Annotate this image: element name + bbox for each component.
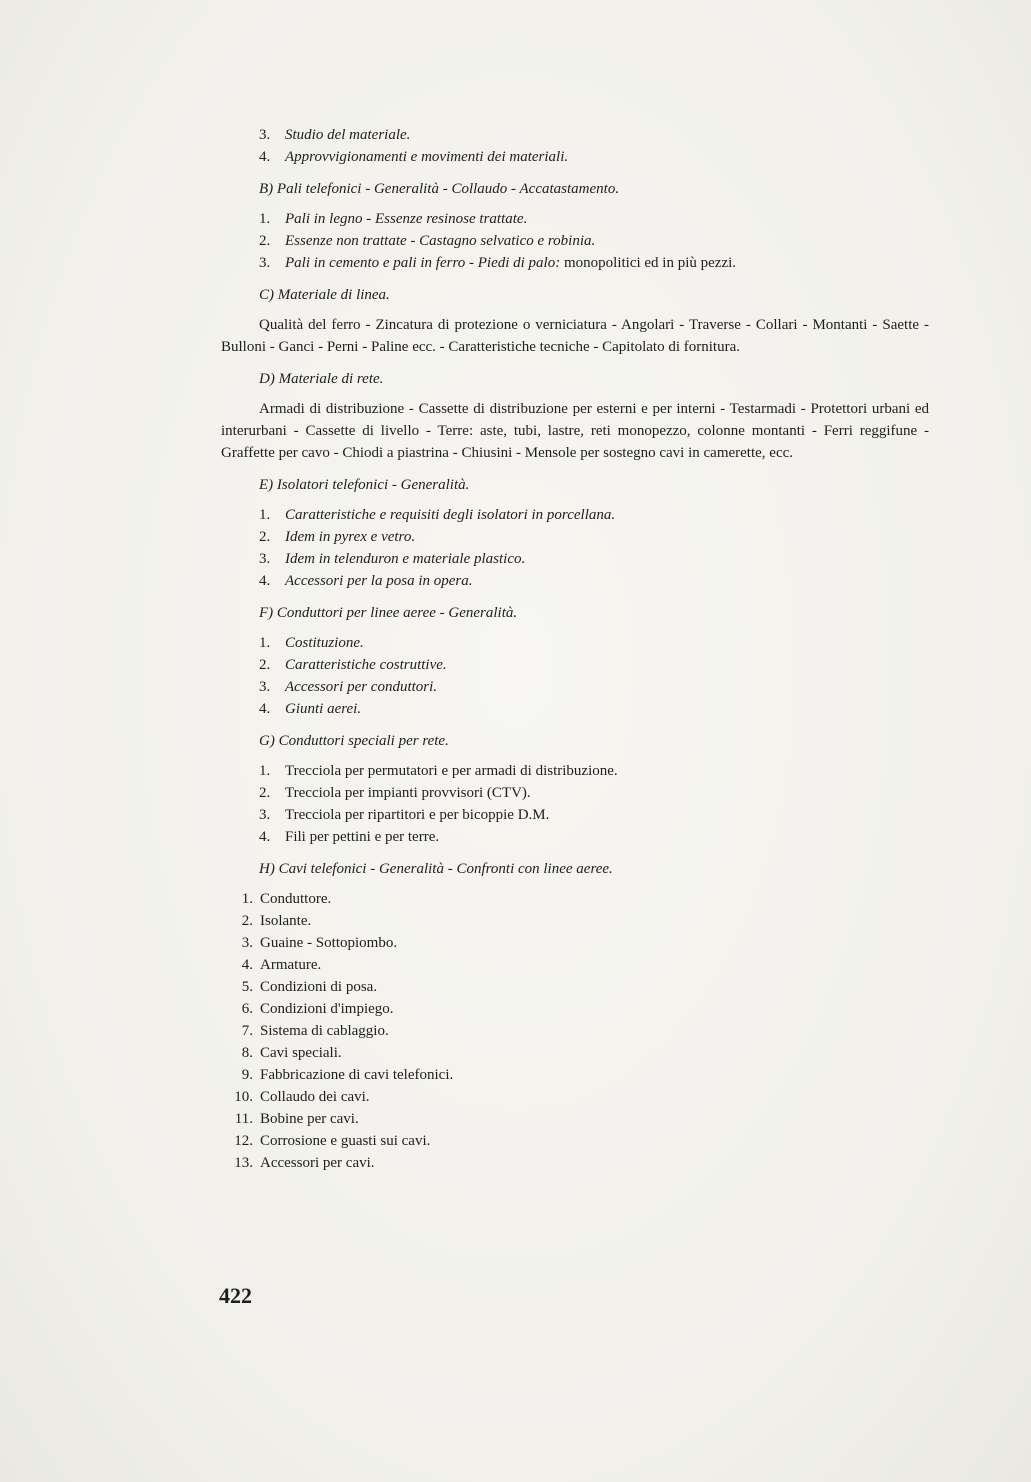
item-number: 3.: [259, 679, 271, 695]
item-number: 3.: [259, 807, 271, 823]
item-number: 1.: [241, 891, 253, 907]
item-number: 3.: [259, 255, 271, 271]
list-item: [221, 760, 929, 782]
item-text: Accessori per conduttori.: [285, 679, 438, 695]
section-heading-h: H) Cavi telefonici - Generalità - Confronti con linee aeree.: [259, 861, 613, 877]
section-h-list: [221, 888, 929, 1174]
list-item: [221, 1130, 929, 1152]
item-text: Condizioni di posa.: [260, 979, 378, 995]
list-item: [221, 654, 929, 676]
section-heading-g: G) Conduttori speciali per rete.: [259, 733, 449, 749]
item-number: 4.: [259, 701, 271, 717]
item-number: 1.: [259, 211, 271, 227]
list-item: [221, 826, 929, 848]
item-number: 2.: [241, 913, 253, 929]
item-number: 8.: [241, 1045, 253, 1061]
item-number: 11.: [234, 1111, 253, 1127]
list-item: [221, 676, 929, 698]
item-number: 2.: [259, 529, 271, 545]
list-item: [221, 252, 929, 274]
list-item: [221, 1152, 929, 1174]
list-item: [221, 548, 929, 570]
item-text: Giunti aerei.: [285, 701, 362, 717]
item-number: 12.: [234, 1133, 253, 1149]
item-text: Studio del materiale.: [285, 127, 411, 143]
item-text: Fili per pettini e per terre.: [285, 829, 440, 845]
item-text: Collaudo dei cavi.: [260, 1089, 370, 1105]
item-text: Cavi speciali.: [260, 1045, 342, 1061]
list-item: [221, 1042, 929, 1064]
item-text: Costituzione.: [285, 635, 364, 651]
list-item: [221, 1086, 929, 1108]
item-number: 1.: [259, 507, 271, 523]
item-number: 1.: [259, 763, 271, 779]
section-c-paragraph: Qualità del ferro - Zincatura di protezione o verniciatura - Angolari - Traverse - Collari - Montanti - Saette - Bulloni - Ganci - Perni - Paline ecc. - Caratteristiche tecniche - Capitolato di fornitura.: [221, 317, 929, 355]
item-number: 13.: [234, 1155, 253, 1171]
item-number: 4.: [259, 573, 271, 589]
item-text: Accessori per la posa in opera.: [285, 573, 473, 589]
page-content: [221, 124, 929, 1174]
list-item: [221, 632, 929, 654]
item-text: Isolante.: [260, 913, 312, 929]
item-number: 3.: [241, 935, 253, 951]
item-text: Caratteristiche e requisiti degli isolatori in porcellana.: [285, 507, 616, 523]
item-number: 4.: [259, 829, 271, 845]
item-number: 7.: [241, 1023, 253, 1039]
item-number: 1.: [259, 635, 271, 651]
section-heading-b: B) Pali telefonici - Generalità - Collaudo - Accatastamento.: [259, 181, 620, 197]
item-text: Guaine - Sottopiombo.: [260, 935, 398, 951]
item-text: Idem in telenduron e materiale plastico.: [285, 551, 526, 567]
section-heading-d: D) Materiale di rete.: [259, 371, 384, 387]
list-item: [221, 570, 929, 592]
section-heading-f: F) Conduttori per linee aeree - Generalità.: [259, 605, 518, 621]
item-text: Sistema di cablaggio.: [260, 1023, 389, 1039]
list-item: [221, 230, 929, 252]
item-number: 3.: [259, 127, 271, 143]
item-text: Condizioni d'impiego.: [260, 1001, 394, 1017]
list-item: [221, 526, 929, 548]
list-item: [221, 910, 929, 932]
item-number: 5.: [241, 979, 253, 995]
list-item: [221, 954, 929, 976]
list-item: [221, 976, 929, 998]
item-text: Fabbricazione di cavi telefonici.: [260, 1067, 454, 1083]
item-text: Essenze non trattate - Castagno selvatico e robinia.: [285, 233, 596, 249]
list-item: [221, 146, 929, 168]
list-item: [221, 698, 929, 720]
item-number: 4.: [241, 957, 253, 973]
item-text: Trecciola per impianti provvisori (CTV).: [285, 785, 531, 801]
item-number: 4.: [259, 149, 271, 165]
item-text: Conduttore.: [260, 891, 332, 907]
item-number: 2.: [259, 233, 271, 249]
item-number: 2.: [259, 657, 271, 673]
list-item: [221, 888, 929, 910]
item-text: Bobine per cavi.: [260, 1111, 359, 1127]
list-item: [221, 124, 929, 146]
item-text: Pali in legno - Essenze resinose trattate.: [285, 211, 528, 227]
list-item: [221, 1020, 929, 1042]
item-number: 9.: [241, 1067, 253, 1083]
section-d-paragraph: Armadi di distribuzione - Cassette di distribuzione per esterni e per interni - Testarmadi - Protettori urbani ed interurbani - Cassette di livello - Terre: aste, tubi, lastre, reti monopezzo, colonne montanti - Ferri reggifune - Graffette per cavo - Chiodi a piastrina - Chiusini - Mensole per sostegno cavi in camerette, ecc.: [221, 401, 929, 461]
list-item: [221, 1064, 929, 1086]
item-text: Accessori per cavi.: [260, 1155, 375, 1171]
section-heading-e: E) Isolatori telefonici - Generalità.: [259, 477, 470, 493]
item-text: monopolitici ed in più pezzi.: [560, 255, 737, 271]
list-item: [221, 782, 929, 804]
list-item: [221, 504, 929, 526]
list-item: [221, 1108, 929, 1130]
item-number: 10.: [234, 1089, 253, 1105]
item-text: Caratteristiche costruttive.: [285, 657, 447, 673]
item-number: 3.: [259, 551, 271, 567]
list-item: [221, 932, 929, 954]
item-text: Approvvigionamenti e movimenti dei materiali.: [285, 149, 569, 165]
item-text: Trecciola per ripartitori e per bicoppie D.M.: [285, 807, 550, 823]
list-item: [221, 208, 929, 230]
item-text: Trecciola per permutatori e per armadi di distribuzione.: [285, 763, 618, 779]
section-heading-c: C) Materiale di linea.: [259, 287, 390, 303]
list-item: [221, 998, 929, 1020]
item-number: 2.: [259, 785, 271, 801]
item-text: Idem in pyrex e vetro.: [285, 529, 416, 545]
page-number: 422: [219, 1283, 252, 1308]
list-item: [221, 804, 929, 826]
item-text: Armature.: [260, 957, 322, 973]
item-text-italic: Pali in cemento e pali in ferro - Piedi di palo:: [285, 255, 561, 271]
item-number: 6.: [241, 1001, 253, 1017]
item-text: Corrosione e guasti sui cavi.: [260, 1133, 431, 1149]
